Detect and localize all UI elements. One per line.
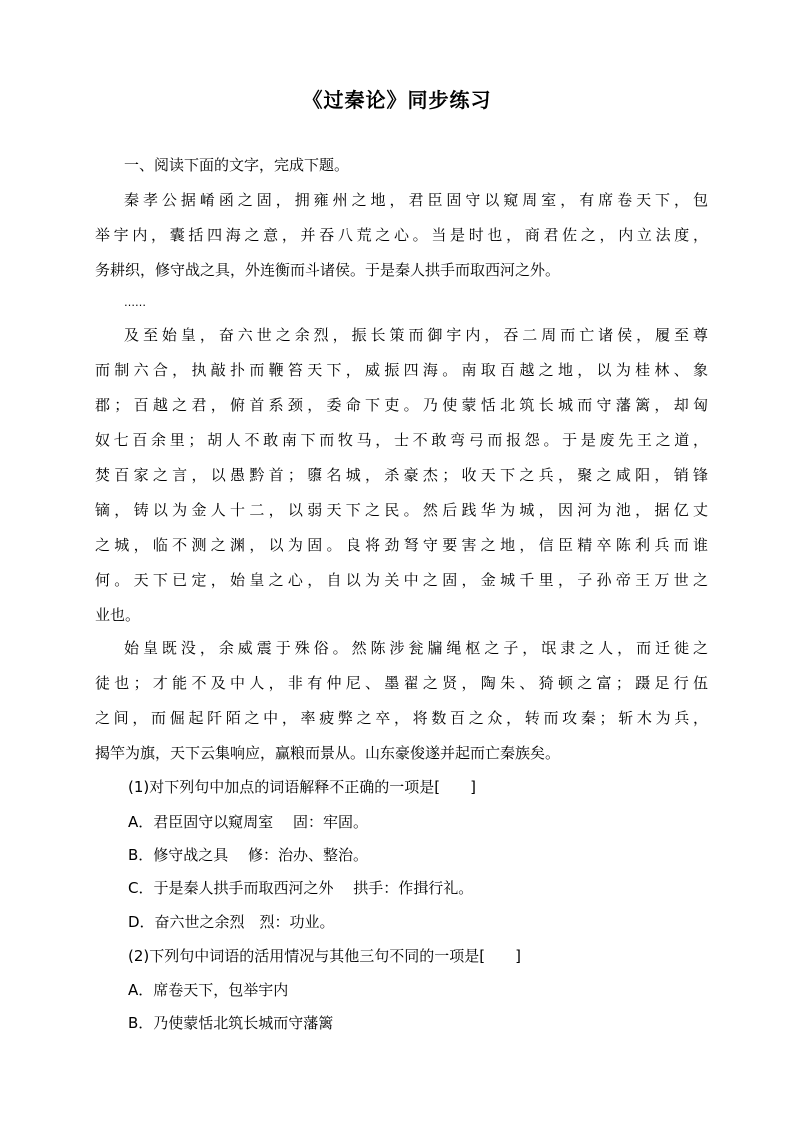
page-title: 《过秦论》同步练习 <box>302 88 492 112</box>
paragraph-2-line: 焚百家之言，以愚黔首；隳名城，杀豪杰；收天下之兵，聚之咸阳，销锋 <box>95 466 708 484</box>
paragraph-2-line: 而制六合，执敲扑而鞭笞天下，威振四海。南取百越之地，以为桂林、象 <box>95 361 708 379</box>
question-1-option-b: B．修守战之具 修：治办、整治。 <box>128 846 369 864</box>
paragraph-1-line: 务耕织，修守战之具，外连衡而斗诸侯。于是秦人拱手而取西河之外。 <box>95 261 561 279</box>
paragraph-2-line: 郡；百越之君，俯首系颈，委命下吏。乃使蒙恬北筑长城而守藩篱，却匈 <box>95 396 708 414</box>
paragraph-3-line: 之间，而倔起阡陌之中，率疲弊之卒，将数百之众，转而攻秦；斩木为兵， <box>95 709 708 727</box>
paragraph-1-line: 秦孝公据崤函之固，拥雍州之地，君臣固守以窥周室，有席卷天下，包 <box>124 191 708 209</box>
paragraph-2-line: 镝，铸以为金人十二，以弱天下之民。然后践华为城，因河为池，据亿丈 <box>95 501 708 519</box>
paragraph-3-line: 徒也；才能不及中人，非有仲尼、墨翟之贤，陶朱、猗顿之富；蹑足行伍 <box>95 674 708 692</box>
paragraph-1-line: 举宇内，囊括四海之意，并吞八荒之心。当是时也，商君佐之，内立法度， <box>95 226 708 244</box>
question-1-option-c: C．于是秦人拱手而取西河之外 拱手：作揖行礼。 <box>128 879 474 897</box>
paragraph-2-line: 之城，临不测之渊，以为固。良将劲弩守要害之地，信臣精卒陈利兵而谁 <box>95 536 708 554</box>
paragraph-2-line: 奴七百余里；胡人不敢南下而牧马，士不敢弯弓而报怨。于是废先王之道， <box>95 431 708 449</box>
paragraph-2-line: 业也。 <box>95 606 141 624</box>
ellipsis: …… <box>124 296 146 309</box>
section-heading: 一、阅读下面的文字，完成下题。 <box>124 156 350 174</box>
question-2-stem: (2)下列句中词语的活用情况与其他三句不同的一项是[ ] <box>128 947 521 965</box>
question-1-option-a: A．君臣固守以窥周室 固：牢固。 <box>128 813 369 831</box>
paragraph-2-line: 何。天下已定，始皇之心，自以为关中之固，金城千里，子孙帝王万世之 <box>95 571 708 589</box>
paragraph-3-line: 揭竿为旗，天下云集响应，赢粮而景从。山东豪俊遂并起而亡秦族矣。 <box>95 744 561 762</box>
question-2-option-a: A．席卷天下，包举宇内 <box>128 981 289 999</box>
question-1-option-d: D．奋六世之余烈 烈：功业。 <box>128 913 335 931</box>
paragraph-3-line: 始皇既没，余威震于殊俗。然陈涉瓮牖绳枢之子，氓隶之人，而迁徙之 <box>124 639 708 657</box>
question-1-stem: (1)对下列句中加点的词语解释不正确的一项是[ ] <box>128 778 476 796</box>
question-2-option-b: B．乃使蒙恬北筑长城而守藩篱 <box>128 1014 334 1032</box>
paragraph-2-line: 及至始皇，奋六世之余烈，振长策而御宇内，吞二周而亡诸侯，履至尊 <box>124 326 708 344</box>
